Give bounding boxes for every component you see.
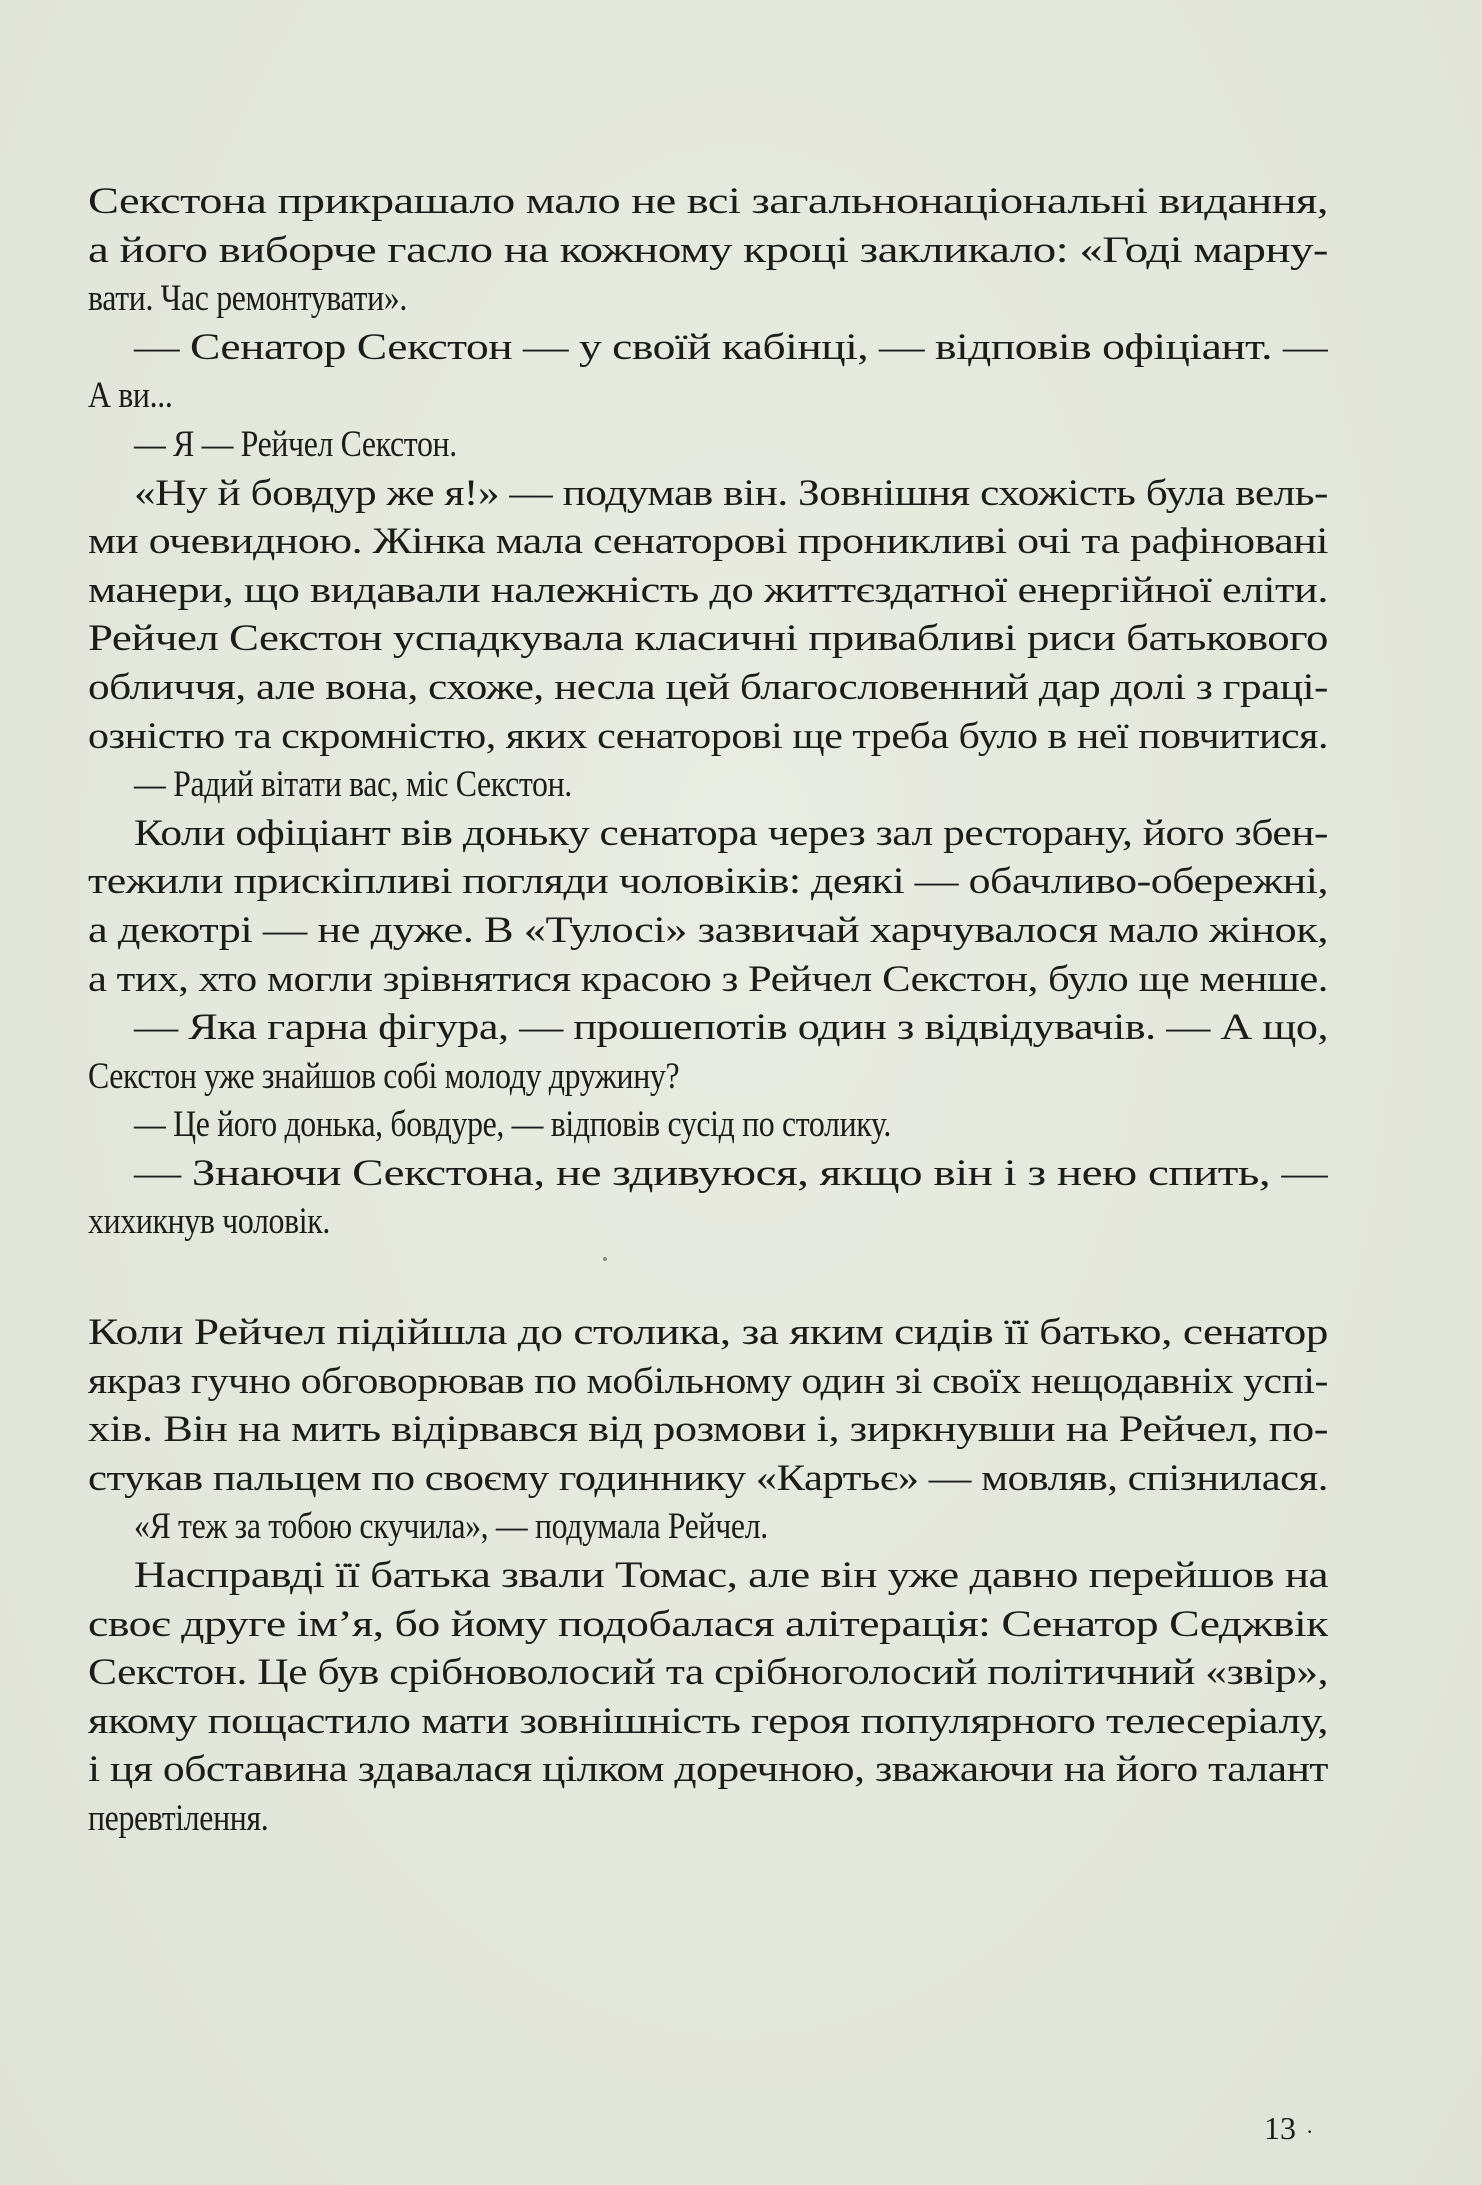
- text-line: «Я теж за тобою скучила», — подумала Рейчел.: [134, 1506, 768, 1548]
- text-line: вати. Час ремонтувати».: [88, 278, 407, 320]
- text-line: якому пощастило мати зовнішність героя популярного телесеріалу,: [88, 1700, 1328, 1742]
- text-line: ми очевидною. Жінка мала сенаторові проникливі очі та рафіновані: [88, 521, 1328, 563]
- text-line: Секстон уже знайшов собі молоду дружину?: [88, 1055, 680, 1097]
- text-line: своє друге ім’я, бо йому подобалася алітерація: Сенатор Седжвік: [88, 1603, 1328, 1645]
- page-number-dot: ·: [1306, 2118, 1314, 2144]
- text-line: Насправді її батька звали Томас, але він уже давно перейшов на: [134, 1555, 1328, 1597]
- text-line: якраз гучно обговорював по мобільному один зі своїх нещодавніх успі-: [88, 1360, 1328, 1402]
- text-line: перевтілення.: [88, 1798, 269, 1839]
- text-line: Коли офіціант вів доньку сенатора через зал ресторану, його збен-: [134, 812, 1328, 854]
- text-line: — Радий вітати вас, міс Секстон.: [134, 764, 572, 806]
- book-page-body: [88, 178, 1328, 1844]
- text-line: озністю та скромністю, яких сенаторові ще треба було в неї повчитися.: [88, 715, 1328, 757]
- text-line: хів. Він на мить відірвався від розмови і, зиркнувши на Рейчел, по-: [88, 1409, 1328, 1451]
- page-number-value: 13: [1264, 2110, 1296, 2146]
- text-line: а тих, хто могли зрівнятися красою з Рейчел Секстон, було ще менше.: [88, 958, 1328, 1000]
- text-line: — Я — Рейчел Секстон.: [134, 423, 457, 465]
- text-line: Секстон. Це був срібноволосий та срібноголосий політичний «звір»,: [88, 1652, 1328, 1694]
- text-line: Секстона прикрашало мало не всі загальнонаціональні видання,: [88, 181, 1328, 222]
- text-line: манери, що видавали належність до життєздатної енергійної еліти.: [88, 569, 1328, 611]
- text-line: хихикнув чоловік.: [88, 1201, 330, 1243]
- page-number: [1264, 2110, 1313, 2147]
- section-break-dot: [603, 1257, 607, 1261]
- text-line: обличчя, але вона, схоже, несла цей благословенний дар долі з граці-: [88, 666, 1328, 708]
- text-line: і ця обставина здавалася цілком доречною, зважаючи на його талант: [88, 1749, 1328, 1791]
- text-line: стукав пальцем по своєму годиннику «Картьє» — мовляв, спізнилася.: [88, 1457, 1328, 1499]
- text-line: — Яка гарна фігура, — прошепотів один з відвідувачів. — А що,: [134, 1007, 1328, 1049]
- text-line: А ви...: [88, 375, 173, 417]
- text-line: — Сенатор Секстон — у своїй кабінці, — відповів офіціант. —: [134, 326, 1328, 368]
- text-line: а його виборче гасло на кожному кроці закликало: «Годі марну-: [88, 229, 1328, 271]
- text-line: тежили прискіпливі погляди чоловіків: деякі — обачливо-обережні,: [88, 861, 1328, 903]
- text-line: — Це його донька, бовдуре, — відповів сусід по столику.: [134, 1104, 891, 1146]
- text-line: а декотрі — не дуже. В «Тулосі» зазвичай харчувалося мало жінок,: [88, 909, 1328, 951]
- text-line: Коли Рейчел підійшла до столика, за яким сидів її батько, сенатор: [88, 1312, 1328, 1354]
- text-line: «Ну й бовдур же я!» — подумав він. Зовнішня схожість була вель-: [134, 472, 1328, 514]
- text-line: — Знаючи Секстона, не здивуюся, якщо він і з нею спить, —: [134, 1152, 1328, 1194]
- text-line: Рейчел Секстон успадкувала класичні привабливі риси батькового: [88, 618, 1328, 660]
- section-break: [88, 1247, 1328, 1309]
